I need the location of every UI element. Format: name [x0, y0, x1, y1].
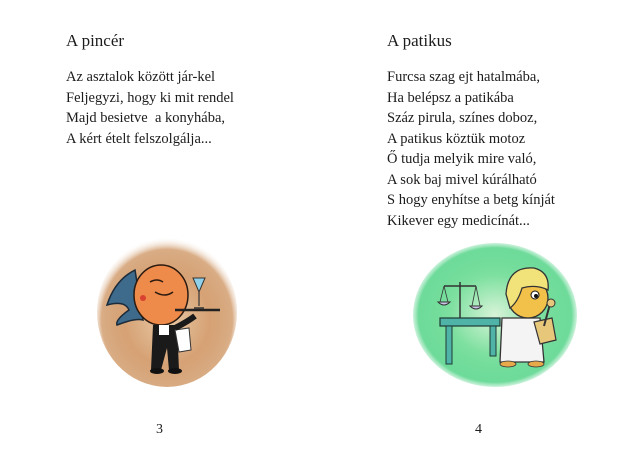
page-number: 3 — [156, 422, 163, 437]
page-number: 4 — [475, 422, 482, 437]
poem-line: Száz pirula, színes doboz, — [387, 110, 538, 126]
poem-line: Az asztalok között jár-kel — [66, 69, 216, 85]
poem-line: Kikever egy medicínát... — [387, 212, 530, 229]
waiter-illustration — [95, 230, 240, 390]
poem-line: A patikus köztük motoz — [387, 130, 526, 147]
poem-line: A sok baj mivel kúrálható — [387, 171, 537, 188]
poem-line: Ő tudja melyik mire való, — [387, 151, 537, 167]
poem-line: Ha belépsz a patikába — [387, 89, 514, 106]
poem-line: Furcsa szag ejt hatalmába, — [387, 69, 540, 85]
poem-body — [66, 67, 234, 149]
poem-line: Majd besietve a konyhába, — [66, 110, 226, 126]
poem-title: A pincér — [66, 31, 125, 50]
pharmacist-illustration — [410, 240, 580, 390]
page-right — [320, 0, 640, 456]
poem-line: Feljegyzi, hogy ki mit rendel — [66, 89, 234, 106]
poem-body — [387, 67, 555, 231]
poem-line: A kért ételt felszolgálja... — [66, 130, 212, 147]
poem-line: S hogy enyhítse a betg kínját — [387, 192, 555, 208]
poem-title: A patikus — [387, 31, 452, 50]
